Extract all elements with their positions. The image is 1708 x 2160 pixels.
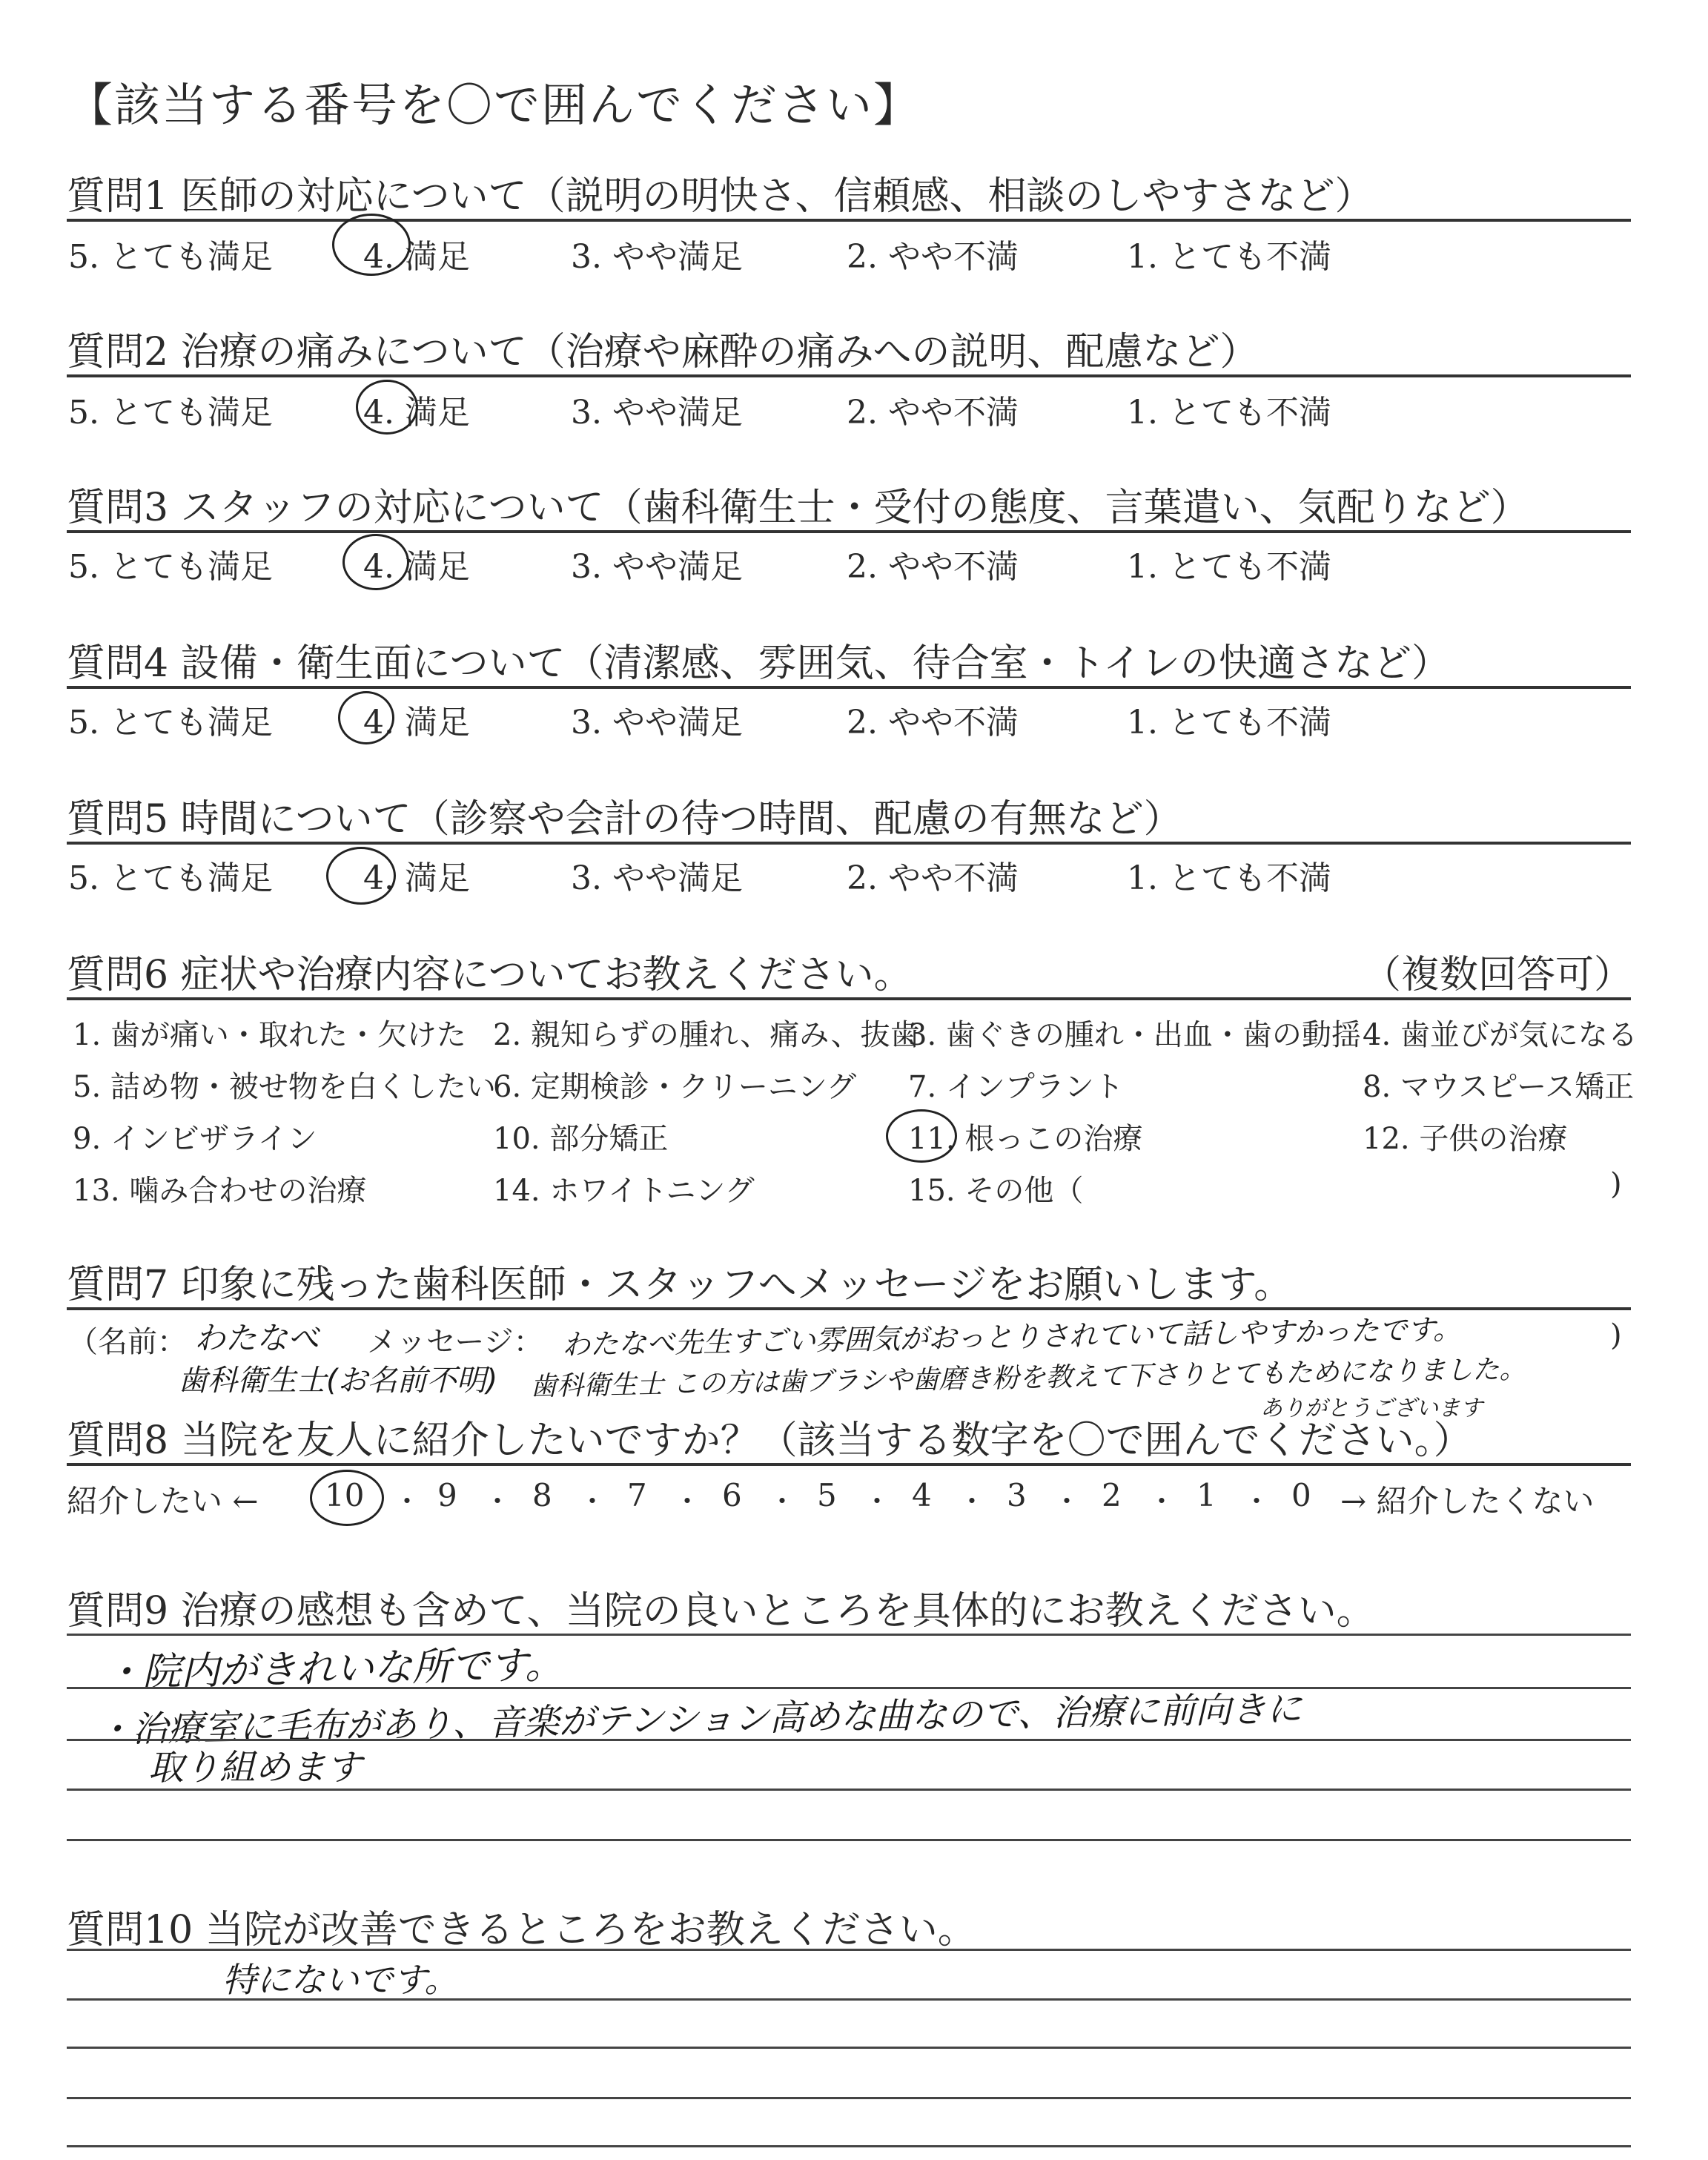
q7-close: ) xyxy=(1610,1318,1622,1353)
q8-scale-3[interactable]: 3 xyxy=(1007,1477,1027,1513)
question-2: 質問2 治療の痛みについて（治療や麻酔の痛みへの説明、配慮など） xyxy=(67,330,1259,374)
q8-scale-10[interactable]: 10 xyxy=(325,1477,365,1513)
q10-answer-line-1[interactable]: 特にないです。 xyxy=(222,1960,459,2000)
q1-option-2[interactable]: 2. やや不満 xyxy=(847,238,1019,276)
question-6: 質問6 症状や治療内容についてお教えください。 xyxy=(67,953,913,997)
q2-option-5[interactable]: 5. とても満足 xyxy=(68,394,273,432)
q9-answer-line-3[interactable]: 取り組めます xyxy=(148,1747,363,1789)
q4-answer-circle xyxy=(338,691,394,744)
q5-option-5[interactable]: 5. とても満足 xyxy=(68,859,273,897)
q3-option-3[interactable]: 3. やや満足 xyxy=(571,548,743,586)
q1-option-1[interactable]: 1. とても不満 xyxy=(1127,238,1331,276)
q6-note: （複数回答可） xyxy=(1363,953,1633,997)
q6-item-11[interactable]: 11. 根っこの治療 xyxy=(908,1122,1143,1156)
q7-name-handwritten[interactable]: わたなべ xyxy=(194,1320,320,1356)
question-3: 質問3 スタッフの対応について（歯科衛生士・受付の態度、言葉遣い、気配りなど） xyxy=(67,486,1529,530)
q7-message-line-2[interactable]: 歯科衛生士 この方は歯ブラシや歯磨き粉を教えて下さりとてもためになりました。 xyxy=(529,1354,1526,1402)
q4-option-1[interactable]: 1. とても不満 xyxy=(1127,704,1331,742)
question-7: 質問7 印象に残った歯科医師・スタッフへメッセージをお願いします。 xyxy=(67,1263,1293,1307)
q8-scale-6[interactable]: 6 xyxy=(722,1477,742,1513)
question-10: 質問10 当院が改善できるところをお教えください。 xyxy=(67,1908,976,1952)
q2-option-1[interactable]: 1. とても不満 xyxy=(1127,394,1331,432)
q6-item-15[interactable]: 15. その他（ xyxy=(908,1174,1084,1208)
q9-answer-line-1[interactable]: ・院内がきれいな所です。 xyxy=(103,1642,564,1696)
q6-item-3[interactable]: 3. 歯ぐきの腫れ・出血・歯の動揺 xyxy=(908,1018,1361,1052)
q5-option-4[interactable]: 4. 満足 xyxy=(363,859,470,897)
q6-item-4[interactable]: 4. 歯並びが気になる xyxy=(1363,1018,1638,1052)
question-4: 質問4 設備・衛生面について（清潔感、雰囲気、待合室・トイレの快適さなど） xyxy=(67,641,1450,686)
q6-item-6[interactable]: 6. 定期検診・クリーニング xyxy=(493,1070,857,1104)
q7-message-label: メッセージ： xyxy=(367,1325,543,1359)
q1-option-4[interactable]: 4. 満足 xyxy=(363,238,470,276)
q7-name-label: （名前： xyxy=(68,1325,187,1359)
q6-item-1[interactable]: 1. 歯が痛い・取れた・欠けた xyxy=(73,1018,466,1052)
q3-option-4[interactable]: 4. 満足 xyxy=(363,548,470,586)
q3-option-2[interactable]: 2. やや不満 xyxy=(847,548,1019,586)
q6-item-15-close: ) xyxy=(1610,1167,1622,1201)
q3-option-1[interactable]: 1. とても不満 xyxy=(1127,548,1331,586)
q8-scale-4[interactable]: 4 xyxy=(912,1477,932,1513)
q5-option-1[interactable]: 1. とても不満 xyxy=(1127,859,1331,897)
q2-answer-circle xyxy=(356,380,418,435)
q6-item-13[interactable]: 13. 噛み合わせの治療 xyxy=(73,1174,367,1208)
q6-item-8[interactable]: 8. マウスピース矯正 xyxy=(1363,1070,1635,1104)
q5-answer-circle xyxy=(326,847,396,905)
q9-answer-line-2[interactable]: ・治療室に毛布があり、音楽がテンション高めな曲なので、治療に前向きに xyxy=(96,1688,1302,1751)
q5-option-2[interactable]: 2. やや不満 xyxy=(847,859,1019,897)
q8-scale-5[interactable]: 5 xyxy=(817,1477,837,1513)
q2-option-4[interactable]: 4. 満足 xyxy=(363,394,470,432)
q2-option-2[interactable]: 2. やや不満 xyxy=(847,394,1019,432)
q4-option-4[interactable]: 4. 満足 xyxy=(363,704,470,742)
q2-option-3[interactable]: 3. やや満足 xyxy=(571,394,743,432)
q7-message-line-1[interactable]: わたなべ先生すごい雰囲気がおっとりされていて話しやすかったです。 xyxy=(561,1312,1462,1361)
q8-scale-9[interactable]: 9 xyxy=(437,1477,457,1513)
question-9: 質問9 治療の感想も含めて、当院の良いところを具体的にお教えください。 xyxy=(67,1589,1375,1634)
q8-answer-circle xyxy=(310,1470,384,1526)
q6-item-12[interactable]: 12. 子供の治療 xyxy=(1363,1122,1568,1156)
q6-item-9[interactable]: 9. インビザライン xyxy=(73,1122,317,1156)
q4-option-5[interactable]: 5. とても満足 xyxy=(68,704,273,742)
question-5: 質問5 時間について（診察や会計の待つ時間、配慮の有無など） xyxy=(67,797,1182,842)
q4-option-2[interactable]: 2. やや不満 xyxy=(847,704,1019,742)
q1-answer-circle xyxy=(332,214,411,276)
q8-scale-8[interactable]: 8 xyxy=(532,1477,552,1513)
q7-name-line-2[interactable]: 歯科衛生士(お名前不明) xyxy=(178,1364,498,1398)
q3-option-5[interactable]: 5. とても満足 xyxy=(68,548,273,586)
q6-item-14[interactable]: 14. ホワイトニング xyxy=(493,1174,755,1208)
q1-option-3[interactable]: 3. やや満足 xyxy=(571,238,743,276)
q7-message-line-3[interactable]: ありがとうございます xyxy=(1260,1396,1483,1421)
q5-option-3[interactable]: 3. やや満足 xyxy=(571,859,743,897)
q8-scale-2[interactable]: 2 xyxy=(1102,1477,1122,1513)
q6-answer-circle xyxy=(886,1109,957,1163)
q6-item-5[interactable]: 5. 詰め物・被せ物を白くしたい xyxy=(73,1070,496,1104)
question-1: 質問1 医師の対応について（説明の明快さ、信頼感、相談のしやすさなど） xyxy=(67,174,1374,219)
q8-scale-7[interactable]: 7 xyxy=(627,1477,647,1513)
q8-scale-1[interactable]: 1 xyxy=(1196,1477,1217,1513)
q6-item-10[interactable]: 10. 部分矯正 xyxy=(493,1122,669,1156)
q6-item-7[interactable]: 7. インプラント xyxy=(908,1070,1124,1104)
q8-left-label: 紹介したい ← xyxy=(67,1483,259,1519)
q6-item-2[interactable]: 2. 親知らずの腫れ、痛み、抜歯 xyxy=(493,1018,920,1052)
q4-option-3[interactable]: 3. やや満足 xyxy=(571,704,743,742)
q1-option-5[interactable]: 5. とても満足 xyxy=(68,238,273,276)
q8-scale-0[interactable]: 0 xyxy=(1291,1477,1311,1513)
q8-right-label: → 紹介したくない xyxy=(1340,1483,1595,1519)
question-8: 質問8 当院を友人に紹介したいですか？（該当する数字を〇で囲んでください。） xyxy=(67,1418,1472,1463)
page-title: 【該当する番号を〇で囲んでください】 xyxy=(67,78,921,132)
q3-answer-circle xyxy=(342,534,409,590)
